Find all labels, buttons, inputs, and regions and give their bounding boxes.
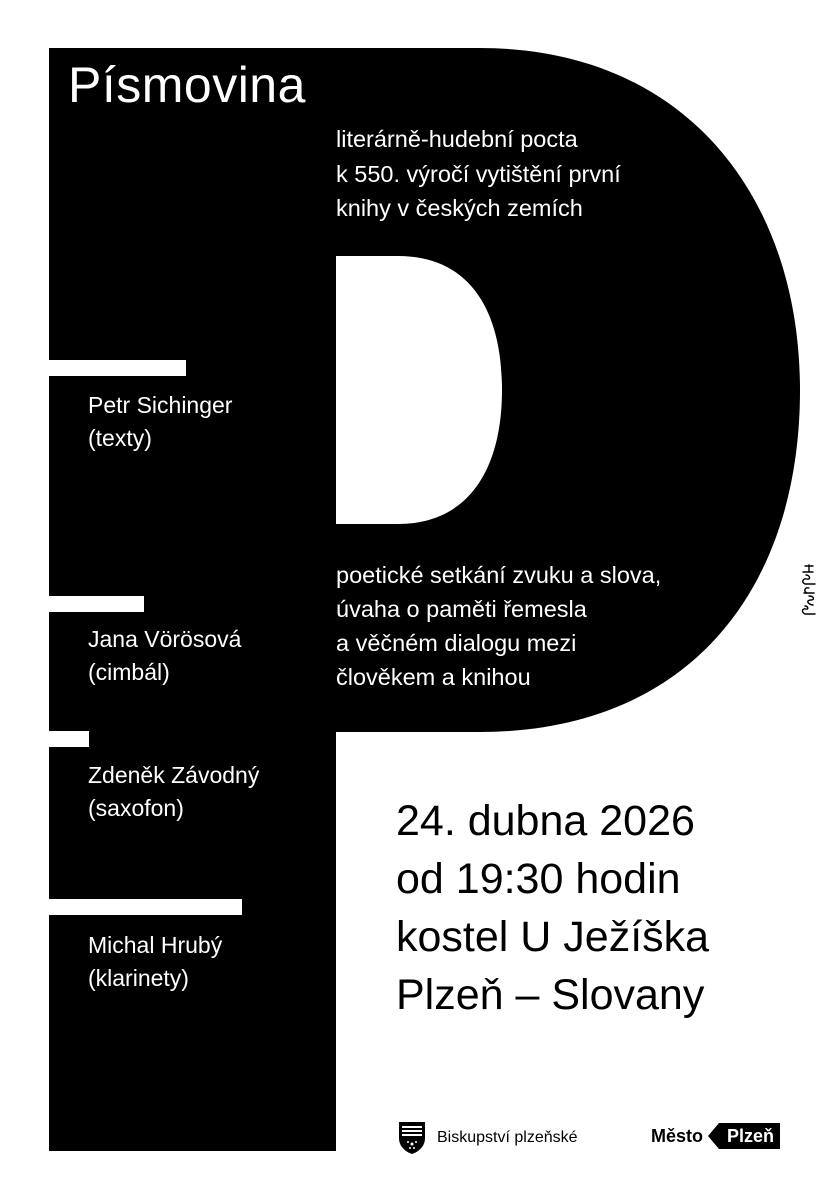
performer-name: Zdeněk Závodný [88,762,260,788]
performer-zavodny [88,759,259,825]
divider-bar-1 [49,360,186,376]
event-time: od 19:30 hodin [396,855,681,903]
event-city: Plzeň – Slovany [396,971,705,1019]
description [336,558,661,694]
city-tag: Plzeň [719,1123,780,1149]
event-info [396,792,709,1024]
artist-signature [797,560,821,616]
performer-vorosova [88,623,241,689]
subtitle [336,122,621,226]
diocese-label: Biskupství plzeňské [437,1129,578,1146]
performer-hruby [88,929,222,995]
description-line: člověkem a knihou [336,664,531,690]
subtitle-line: literárně-hudební pocta [336,126,578,152]
performer-role: (saxofon) [88,795,184,821]
divider-bar-3 [49,731,89,747]
performer-name: Jana Vörösová [88,626,242,652]
performer-role: (klarinety) [88,965,189,991]
poster-title: Písmovina [68,57,306,113]
city-logo [651,1123,780,1149]
city-word: Město [651,1125,704,1146]
description-line: poetické setkání zvuku a slova, [336,562,662,588]
performer-role: (cimbál) [88,659,170,685]
performer-sichinger [88,389,232,455]
diocese-logo [397,1120,578,1156]
description-line: a věčném dialogu mezi [336,630,577,656]
event-date: 24. dubna 2026 [396,797,695,845]
divider-bar-4 [49,899,242,915]
diocese-crest-icon [397,1120,427,1156]
performer-name: Michal Hrubý [88,932,223,958]
subtitle-line: knihy v českých zemích [336,195,583,221]
description-line: úvaha o paměti řemesla [336,596,587,622]
performer-name: Petr Sichinger [88,392,233,418]
divider-bar-2 [49,596,144,612]
performer-role: (texty) [88,425,152,451]
event-venue: kostel U Ježíška [396,913,710,961]
subtitle-line: k 550. výročí vytištění první [336,160,621,187]
